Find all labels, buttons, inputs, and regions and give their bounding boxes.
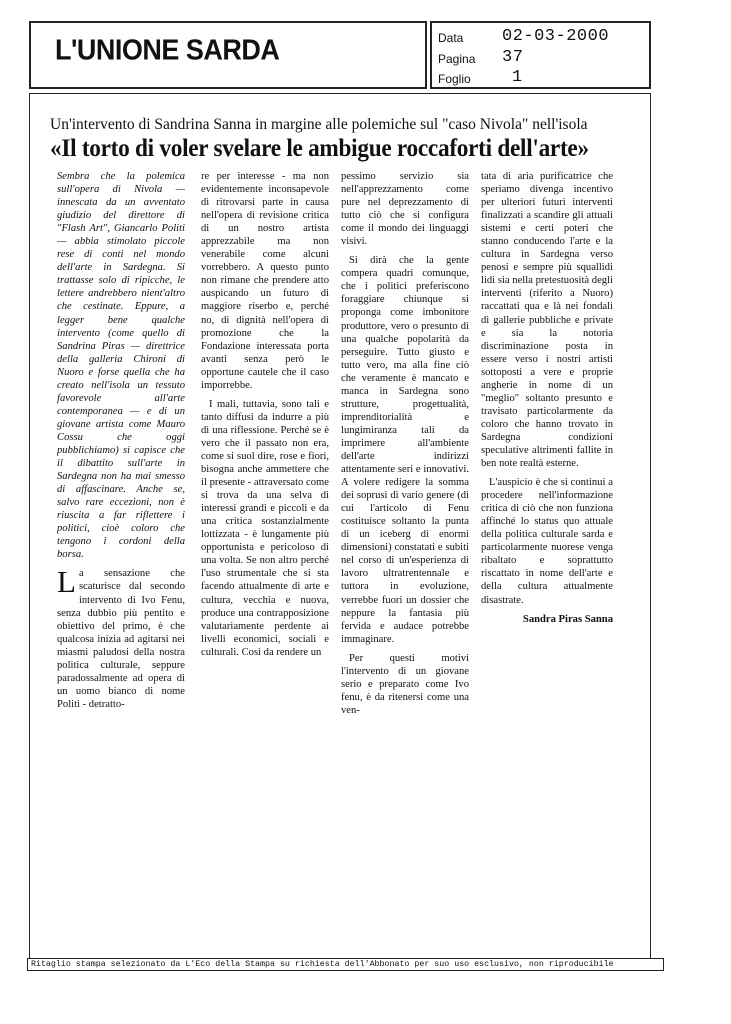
article-paragraph: I mali, tuttavia, sono tali e tanto diffusi da indurre a più di una riflessione. Perché se è vero che il passato non era, come si suol dire, rose e fiori, bisogna anche ammettere che il presente - attraversato come si trova da una selva di interessi grandi e piccoli e da una critica sostanzialmente lottizzata - è lungamente più opportunista e pericoloso di una volta. Se non altro perché l'uso strumentale che si sta facendo attualmente di arte e cultura, vecchia e nuova, produce una contrapposizione valutariamente perdente ai livelli economici, sociali e culturali. Così da rendere un xyxy=(201,398,329,658)
article-column-3 xyxy=(341,170,469,730)
foglio-value: 1 xyxy=(512,68,523,87)
article-paragraph: re per interesse - ma non evidentemente inconsapevole di ritrovarsi parte in causa nell'opera di revisione critica di un nostro artista apprezzabile ma non venerabile come alcuni vorrebbero. A questo punto non rimane che prendere atto auspicando un futuro di maggiore riserbo e, perché no, di dignità nell'opera di promozione che la Fondazione interessata porta avanti senza però le opportune cautele che il caso imporrebbe. xyxy=(201,171,329,391)
drop-cap: L xyxy=(57,564,76,600)
article-paragraph: tata di aria purificatrice che speriamo divenga incentivo per ulteriori futuri interventi finalizzati a scandire gli attuali sistemi e certi poteri che stanno conducendo l'arte e la cultura in Sardegna verso penosi e sempre più squallidi lidi sia nella pretestuosità degli interventi (riferito a Nuoro) raccattati qua e là nei fondali di gallerie pubbliche e private e sia la notoria discriminazione posta in essere verso i nostri artisti sottoposti a vere e proprie angherie in nome di un "meglio" soltanto presunto e travisato particolarmente da coloro che hanno trovato in Sardegna condizioni speculative altrimenti fallite in ben note realtà esterne. xyxy=(481,171,613,470)
article-text: a sensazione che scaturisce dal secondo intervento di Ivo Fenu, senza dubbio più pentito e obiettivo del primo, è che qualcosa inizia ad agitarsi nei miasmi paludosi della nostra politica culturale, seppure paradossalmente ad opera di un uomo bianco di nome Politi - detratto- xyxy=(57,568,185,710)
data-value: 02-03-2000 xyxy=(502,27,610,46)
article-paragraph: pessimo servizio sia nell'apprezzamento come pure nel deprezzamento di tutto ciò che si configura come il mondo dei linguaggi visivi. xyxy=(341,171,469,248)
clipping-footer-notice: Ritaglio stampa selezionato da L'Eco della Stampa su richiesta dell'Abbonato per suo uso esclusivo, non riproducibile xyxy=(27,958,664,971)
clipping-meta-box xyxy=(430,21,651,89)
article-paragraph: Si dirà che la gente compera quadri comunque, che i politici preferiscono foraggiare chiunque si proponga come imbonitore produttore, vero o presunto di una qualche popolarità da perseguire. Tutto giusto e tutto vero, ma alla fine ciò che veramente è mancato e manca in Sardegna sono strutture, progettualità, imprenditorialità e lungimiranza tali da imprimere all'ambiente dell'arte indirizzi attentamente seri e innovativi. A volere redigere la somma dei soprusi di vario genere (di cui l'articolo di Fenu costituisce soltanto la punta di un iceberg di enormi dimensioni) constatati e subiti nel corso di un'esperienza di lavoro ultratrentennale e tuttora in evoluzione, verrebbe fuori un dossier che neppure la fantasia più fervida e audace potrebbe immaginare. xyxy=(341,255,469,645)
article-intro: Sembra che la polemica sull'opera di Nivola — innescata da un avventato giudizio del direttore di "Flash Art", Giancarlo Politi — abbia stimolato piccole rese di conti nel mondo dell'arte in Sardegna. Si trattasse solo di ripicche, le lettere andrebbero nient'altro che cestinate. Eppure, a legger bene qualche intervento (come quello di Sandrina Piras — direttrice della galleria Chironi di Nuoro e forse quella che ha creato nell'isola un tessuto favorevole all'arte contemporanea — e di un giovane artista come Mauro Cossu che oggi pubblichiamo) si capisce che il dibattito sull'arte in Sardegna non ha mai smesso di affascinare. Anche se, salvo rare eccezioni, non è riuscita a far riflettere i politici, cioè coloro che tengono i cordoni della borsa. xyxy=(57,171,185,561)
newspaper-logo: L'UNIONE SARDA xyxy=(55,34,280,66)
foglio-label: Foglio xyxy=(438,72,471,86)
article-paragraph xyxy=(57,564,185,711)
article-kicker: Un'intervento di Sandrina Sanna in margine alle polemiche sul "caso Nivola" nell'isola xyxy=(50,116,588,133)
masthead-box xyxy=(29,21,427,89)
article-column-4 xyxy=(481,170,613,730)
pagina-label: Pagina xyxy=(438,52,476,66)
article-column-1 xyxy=(57,170,185,730)
pagina-value: 37 xyxy=(502,48,524,67)
article-paragraph: Per questi motivi l'intervento di un giovane serio e preparato come Ivo fenu, è da ritenersi come una ven- xyxy=(341,652,469,716)
article-signature: Sandra Piras Sanna xyxy=(522,613,613,625)
article-paragraph: L'auspicio è che si continui a procedere nell'informazione critica di ciò che non funziona affinché lo status quo attuale della politica culturale sarda e particolarmente nuorese venga ribaltato e soprattutto riscattato in nome dell'arte e della cultura attualmente disastrate. xyxy=(481,477,613,606)
article-column-2 xyxy=(201,170,329,730)
data-label: Data xyxy=(438,31,464,45)
article-headline: «Il torto di voler svelare le ambigue roccaforti dell'arte» xyxy=(50,135,589,162)
